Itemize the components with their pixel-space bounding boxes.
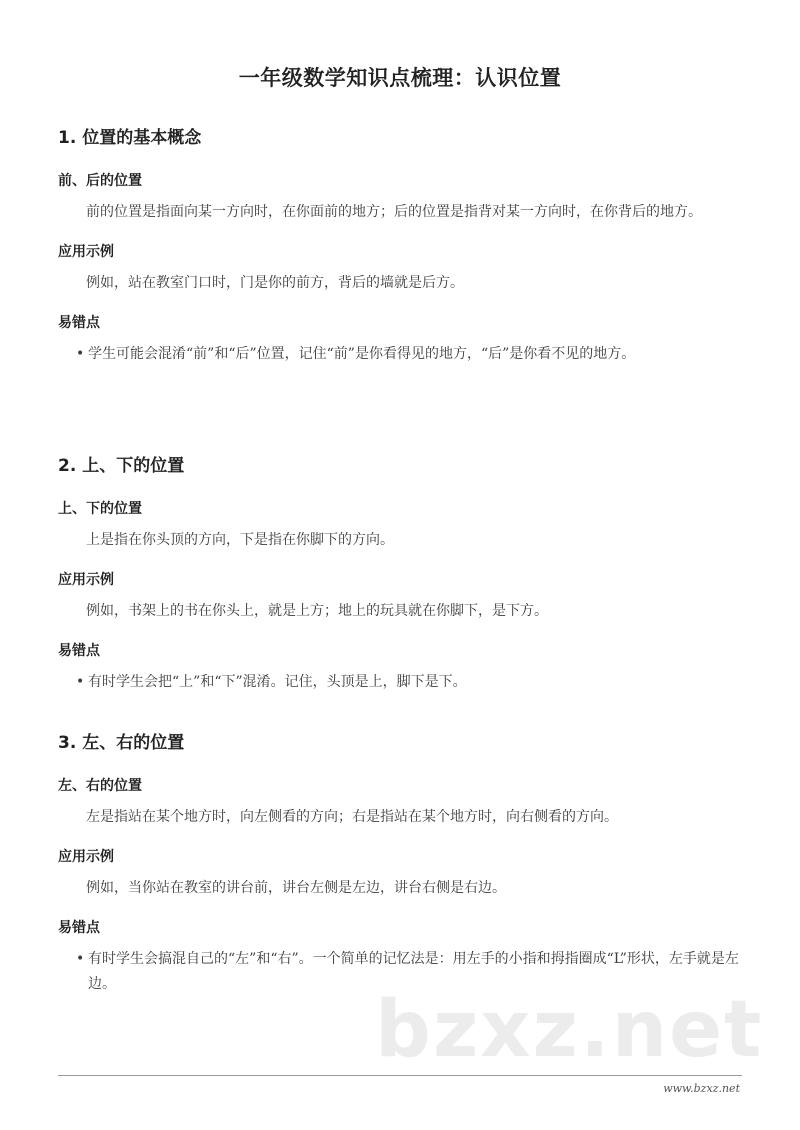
example-title: 应用示例 [58,849,114,865]
example-title: 应用示例 [58,244,114,260]
concept-text: 前的位置是指面向某一方向时，在你面前的地方；后的位置是指背对某一方向时，在你背后的地方。 [86,204,702,220]
section-heading: 1. 位置的基本概念 [58,128,202,148]
concept-title: 上、下的位置 [58,501,142,517]
section-1 [58,123,748,367]
mistake-bullet [58,670,748,695]
bullet-icon: • [76,674,85,690]
section-3 [58,728,748,997]
document-title: 一年级数学知识点梳理：认识位置 [238,66,562,90]
bullet-text: 有时学生会把“上”和“下”混淆。记住，头顶是上，脚下是下。 [88,674,467,690]
mistake-title: 易错点 [58,920,100,936]
bullet-icon: • [76,951,85,967]
concept-text: 上是指在你头顶的方向，下是指在你脚下的方向。 [86,532,394,548]
section-2 [58,451,748,695]
concept-title: 左、右的位置 [58,778,142,794]
example-text: 例如，书架上的书在你头上，就是上方；地上的玩具就在你脚下，是下方。 [86,603,548,619]
watermark: bzxz.net [375,985,764,1075]
mistake-title: 易错点 [58,643,100,659]
section-heading: 2. 上、下的位置 [58,456,185,476]
mistake-title: 易错点 [58,315,100,331]
bullet-text: 有时学生会搞混自己的“左”和“右”。一个简单的记忆法是：用左手的小指和拇指圈成“L”形状，左手就是左边。 [88,951,739,992]
concept-title: 前、后的位置 [58,173,142,189]
footer-divider [58,1075,742,1076]
example-title: 应用示例 [58,572,114,588]
example-text: 例如，当你站在教室的讲台前，讲台左侧是左边，讲台右侧是右边。 [86,880,506,896]
bullet-icon: • [76,346,85,362]
section-heading: 3. 左、右的位置 [58,733,185,753]
concept-text: 左是指站在某个地方时，向左侧看的方向；右是指站在某个地方时，向右侧看的方向。 [86,809,618,825]
bullet-text: 学生可能会混淆“前”和“后”位置，记住“前”是你看得见的地方，“后”是你看不见的地方。 [88,346,636,362]
mistake-bullet [58,342,748,367]
footer-url: www.bzxz.net [663,1082,740,1095]
example-text: 例如，站在教室门口时，门是你的前方，背后的墙就是后方。 [86,275,464,291]
